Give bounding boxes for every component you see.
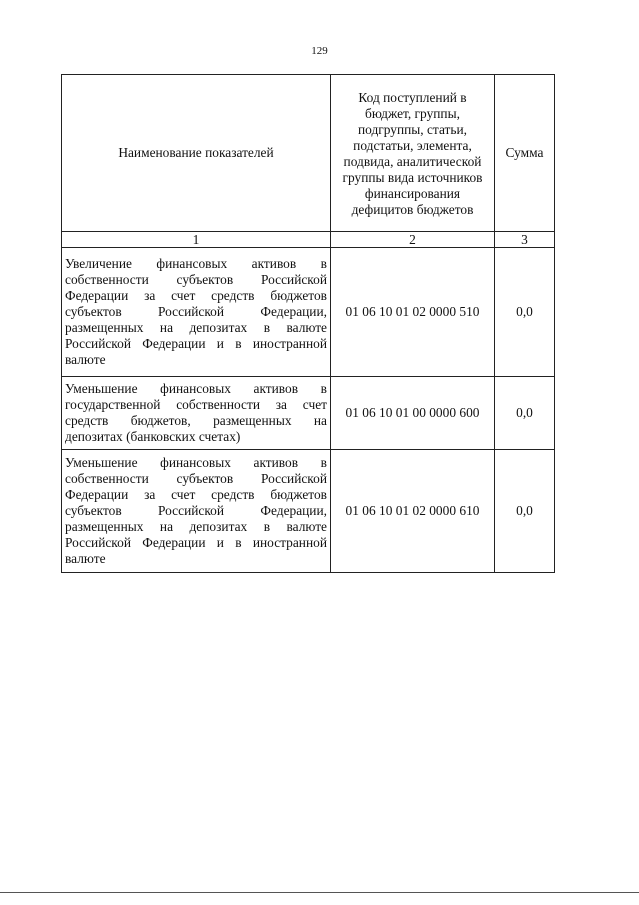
row-sum: 0,0 [495, 248, 555, 377]
header-indicator-name: Наименование показателей [62, 75, 331, 232]
budget-sources-table [61, 74, 555, 573]
page-number: 129 [311, 45, 328, 57]
row-indicator-name: Уменьшение финансовых активов в собственности субъектов Российской Федерации за счет средств бюджетов субъектов Российской Федерации, размещенных на депозитах в валюте Российской Федерации и в иностранной валюте [62, 450, 331, 573]
column-number-3: 3 [495, 232, 555, 248]
column-number-row [62, 232, 555, 248]
header-sum: Сумма [495, 75, 555, 232]
row-sum: 0,0 [495, 450, 555, 573]
table-header-row [62, 75, 555, 232]
row-revenue-code: 01 06 10 01 00 0000 600 [331, 377, 495, 450]
column-number-1: 1 [62, 232, 331, 248]
page-bottom-rule [0, 892, 639, 893]
row-sum: 0,0 [495, 377, 555, 450]
table-row [62, 450, 555, 573]
row-revenue-code: 01 06 10 01 02 0000 510 [331, 248, 495, 377]
row-indicator-name: Уменьшение финансовых активов в государственной собственности за счет средств бюджетов, размещенных на депозитах (банковских счетах) [62, 377, 331, 450]
header-revenue-code: Код поступлений в бюджет, группы, подгруппы, статьи, подстатьи, элемента, подвида, аналитической группы вида источников финансирования дефицитов бюджетов [331, 75, 495, 232]
row-revenue-code: 01 06 10 01 02 0000 610 [331, 450, 495, 573]
table-row [62, 377, 555, 450]
table-row [62, 248, 555, 377]
column-number-2: 2 [331, 232, 495, 248]
row-indicator-name: Увеличение финансовых активов в собственности субъектов Российской Федерации за счет средств бюджетов субъектов Российской Федерации, размещенных на депозитах в валюте Российской Федерации и в иностранной валюте [62, 248, 331, 377]
